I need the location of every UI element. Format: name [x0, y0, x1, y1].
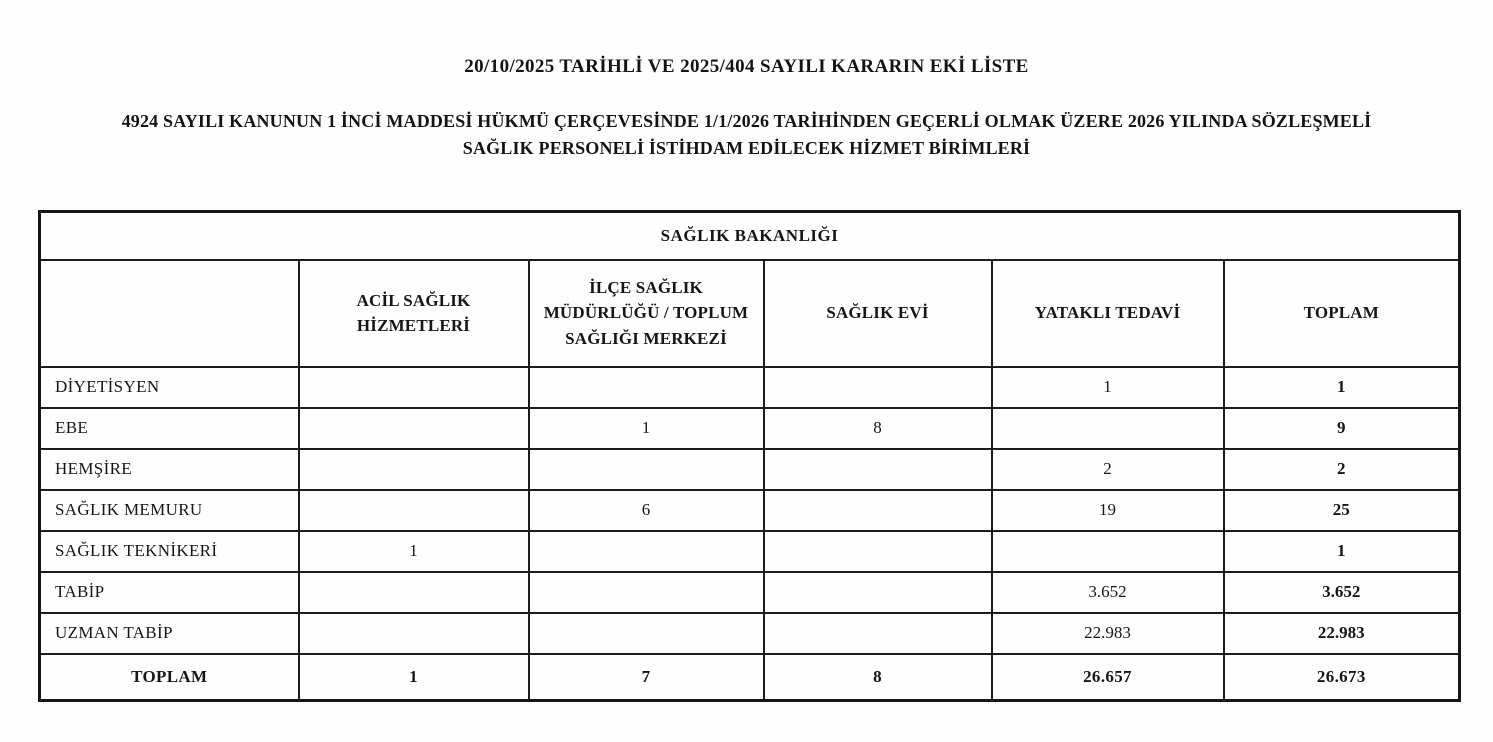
cell-value [529, 449, 764, 490]
total-cell-value: 26.673 [1224, 654, 1460, 701]
cell-value: 8 [764, 408, 992, 449]
total-cell-value: 7 [529, 654, 764, 701]
total-cell-value: 26.657 [992, 654, 1224, 701]
cell-value-total: 1 [1224, 367, 1460, 408]
cell-value [764, 449, 992, 490]
table-row-diyetisyen [40, 367, 1460, 408]
table-header-row [40, 260, 1460, 367]
cell-value: 1 [992, 367, 1224, 408]
column-header-acil-saglik: ACİL SAĞLIK HİZMETLERİ [299, 260, 529, 367]
cell-value: 19 [992, 490, 1224, 531]
document-subtitle: 4924 SAYILI KANUNUN 1 İNCİ MADDESİ HÜKMÜ ÇERÇEVESİNDE 1/1/2026 TARİHİNDEN GEÇERLİ OLMAK ÜZERE 2026 YILINDA SÖZLEŞMELİ SAĞLIK PERSONELİ İSTİHDAM EDİLECEK HİZMET BİRİMLERİ [121, 111, 1372, 158]
cell-value [529, 572, 764, 613]
table-row-saglik-teknikeri [40, 531, 1460, 572]
row-label: TABİP [40, 572, 299, 613]
row-label: SAĞLIK MEMURU [40, 490, 299, 531]
row-label: EBE [40, 408, 299, 449]
table-row-uzman-tabip [40, 613, 1460, 654]
column-header-yatakli-tedavi: YATAKLI TEDAVİ [992, 260, 1224, 367]
total-cell-value: 1 [299, 654, 529, 701]
cell-value [529, 367, 764, 408]
table-caption: SAĞLIK BAKANLIĞI [40, 212, 1460, 260]
cell-value [992, 531, 1224, 572]
table-total-row [40, 654, 1460, 701]
cell-value [529, 531, 764, 572]
table-row-hemsire [40, 449, 1460, 490]
table-caption-row [40, 212, 1460, 260]
column-header-ilce-saglik: İLÇE SAĞLIK MÜDÜRLÜĞÜ / TOPLUM SAĞLIĞI MERKEZİ [529, 260, 764, 367]
cell-value [299, 449, 529, 490]
cell-value: 2 [992, 449, 1224, 490]
cell-value [299, 613, 529, 654]
cell-value [992, 408, 1224, 449]
cell-value-total: 25 [1224, 490, 1460, 531]
cell-value [764, 367, 992, 408]
cell-value-total: 1 [1224, 531, 1460, 572]
row-label: SAĞLIK TEKNİKERİ [40, 531, 299, 572]
table-row-tabip [40, 572, 1460, 613]
cell-value [764, 490, 992, 531]
row-label: UZMAN TABİP [40, 613, 299, 654]
cell-value-total: 3.652 [1224, 572, 1460, 613]
row-label: DİYETİSYEN [40, 367, 299, 408]
cell-value: 1 [299, 531, 529, 572]
staffing-table [38, 210, 1461, 702]
cell-value-total: 22.983 [1224, 613, 1460, 654]
cell-value: 3.652 [992, 572, 1224, 613]
cell-value-total: 2 [1224, 449, 1460, 490]
cell-value [299, 572, 529, 613]
cell-value [299, 408, 529, 449]
cell-value [299, 490, 529, 531]
cell-value-total: 9 [1224, 408, 1460, 449]
table-row-ebe [40, 408, 1460, 449]
cell-value [764, 572, 992, 613]
total-row-label: TOPLAM [40, 654, 299, 701]
row-label: HEMŞİRE [40, 449, 299, 490]
cell-value [529, 613, 764, 654]
table-row-saglik-memuru [40, 490, 1460, 531]
cell-value [764, 613, 992, 654]
total-cell-value: 8 [764, 654, 992, 701]
cell-value: 22.983 [992, 613, 1224, 654]
column-header-empty [40, 260, 299, 367]
cell-value [299, 367, 529, 408]
document-title: 20/10/2025 TARİHLİ VE 2025/404 SAYILI KARARIN EKİ LİSTE [464, 56, 1029, 77]
cell-value: 6 [529, 490, 764, 531]
cell-value [764, 531, 992, 572]
cell-value: 1 [529, 408, 764, 449]
column-header-toplam: TOPLAM [1224, 260, 1460, 367]
column-header-saglik-evi: SAĞLIK EVİ [764, 260, 992, 367]
